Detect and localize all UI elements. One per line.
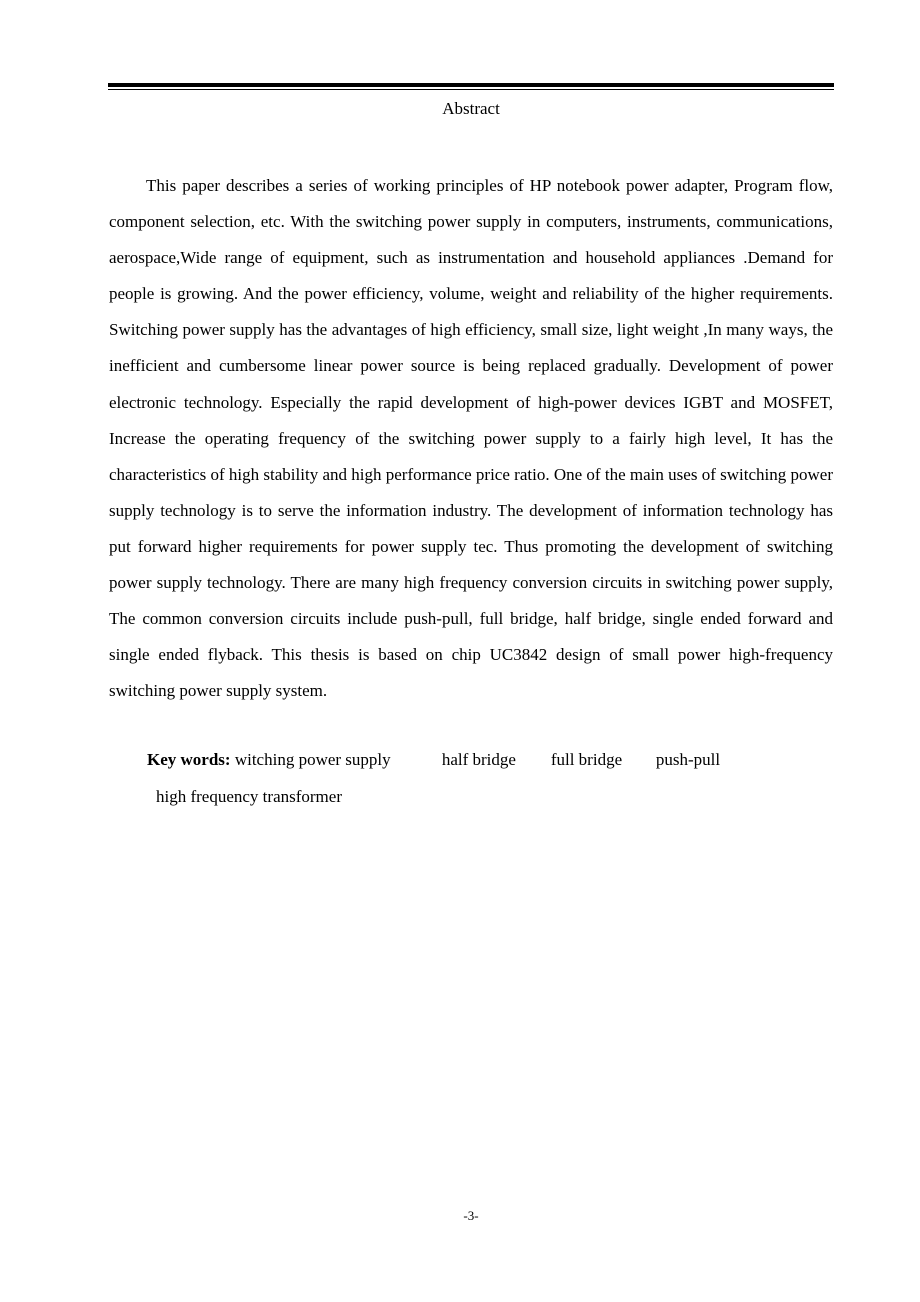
header-rule-thin [108, 89, 834, 90]
keyword-item: witching power supply [234, 750, 391, 769]
keyword-item: half bridge [441, 750, 516, 769]
page-number: -3- [463, 1208, 479, 1223]
keywords-label: Key words: [147, 750, 235, 769]
keywords-line [147, 745, 847, 775]
page-title: Abstract [442, 99, 500, 118]
keyword-item: full bridge [550, 750, 623, 769]
header-rule-thick [108, 83, 834, 87]
abstract-paragraph: This paper describes a series of working principles of HP notebook power adapter, Program flow, component selection, etc. With the switching power supply in computers, instruments, communications, aerospace,Wide range of equipment, such as instrumentation and household appliances .Demand for people is growing. And the power efficiency, volume, weight and reliability of the higher requirements. Switching power supply has the advantages of high efficiency, small size, light weight ,In many ways, the inefficient and cumbersome linear power source is being replaced gradually. Development of power electronic technology. Especially the rapid development of high-power devices IGBT and MOSFET, Increase the operating frequency of the switching power supply to a fairly high level, It has the characteristics of high stability and high performance price ratio. One of the main uses of switching power supply technology is to serve the information industry. The development of information technology has put forward higher requirements for power supply tec. Thus promoting the development of switching power supply technology. There are many high frequency conversion circuits in switching power supply, The common conversion circuits include push-pull, full bridge, half bridge, single ended forward and single ended flyback. This thesis is based on chip UC3842 design of small power high-frequency switching power supply system. [109, 176, 833, 701]
keyword-item: push-pull [655, 750, 721, 769]
keyword-item: high frequency transformer [156, 787, 342, 806]
